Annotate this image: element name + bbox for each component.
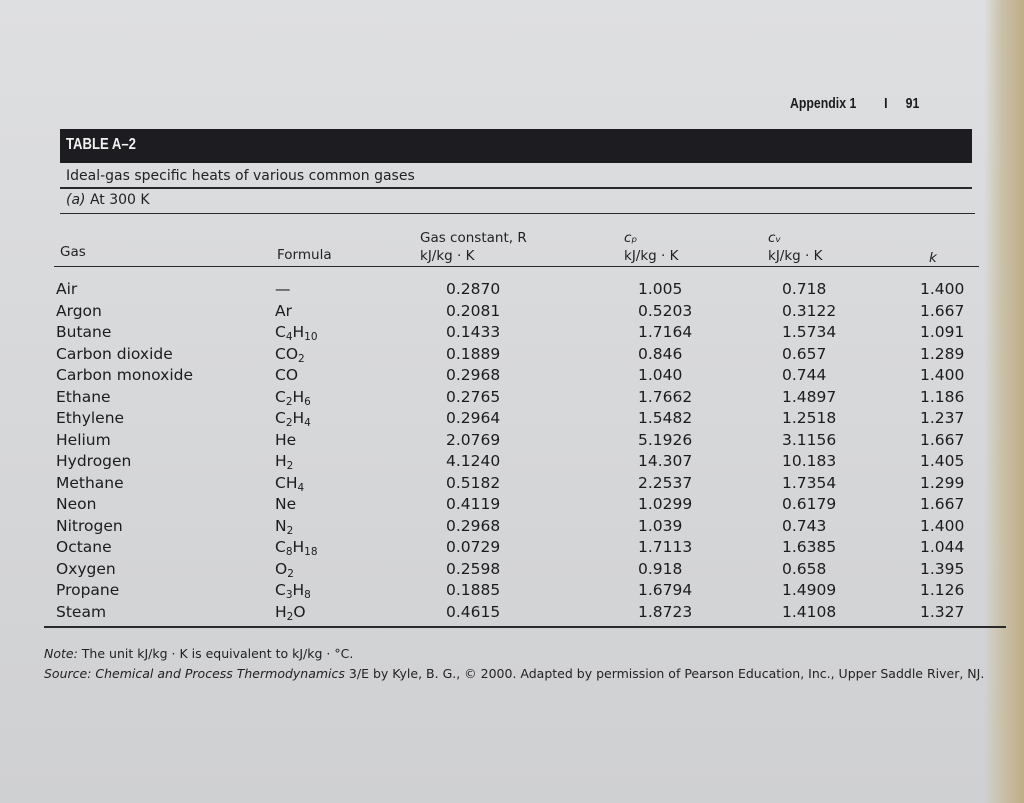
gas-constant-r: 0.1433 [446, 323, 501, 341]
gas-name: Oxygen [56, 559, 116, 578]
cv-value: 0.3122 [782, 301, 837, 320]
cv-value: 1.6385 [782, 538, 837, 556]
k-value: 1.091 [920, 323, 965, 341]
note-label: Note: [44, 646, 78, 661]
gas-name: Argon [56, 301, 102, 320]
table-row [0, 603, 1024, 624]
source-label: Source: [44, 666, 92, 681]
cp-value: 1.7662 [638, 387, 693, 406]
bottom-rule [44, 626, 1006, 628]
table-subcaption [66, 192, 150, 208]
gas-name: Carbon monoxide [56, 366, 194, 384]
gas-formula: $C_2H_6$ [275, 387, 311, 408]
cv-value: 0.657 [782, 344, 827, 363]
cp-value: 1.8723 [638, 602, 693, 621]
cv-value: 0.718 [782, 280, 827, 298]
gas-formula: Ne [275, 495, 297, 513]
cv-value: 1.4897 [782, 387, 837, 406]
col-gas-header: Gas [60, 244, 86, 260]
subcaption-part: (a) [66, 192, 86, 208]
k-value: 1.327 [920, 602, 965, 621]
cp-value: 0.918 [638, 559, 683, 578]
k-value: 1.400 [920, 280, 965, 298]
k-value: 1.237 [920, 409, 965, 427]
gas-formula: $H_2O$ [275, 602, 306, 623]
caption-rule [60, 187, 972, 189]
k-value: 1.667 [920, 495, 965, 513]
cp-value: 1.7164 [638, 323, 693, 341]
appendix-label: Appendix 1 [790, 95, 857, 112]
table-row [0, 388, 1024, 409]
table-source [44, 666, 984, 681]
cp-value: 1.040 [638, 366, 683, 384]
source-text: 3/E by Kyle, B. G., © 2000. Adapted by permission of Pearson Education, Inc., Upper Saddle River, NJ. [348, 666, 985, 681]
table-label: TABLE A–2 [66, 136, 136, 153]
note-text: The unit kJ/kg · K is equivalent to kJ/kg · °C. [81, 646, 354, 661]
table-row [0, 345, 1024, 366]
table-note [44, 646, 353, 661]
header-rule [54, 266, 979, 267]
gas-constant-r: 0.4615 [446, 602, 501, 621]
k-value: 1.299 [920, 473, 965, 492]
cv-value: 10.183 [782, 452, 837, 470]
table-row [0, 474, 1024, 495]
cp-value: 5.1926 [638, 430, 693, 449]
table-row [0, 581, 1024, 602]
gas-name: Neon [56, 495, 97, 513]
gas-name: Nitrogen [56, 516, 123, 535]
k-value: 1.289 [920, 344, 965, 363]
gas-formula: — [275, 280, 291, 298]
col-cv-symbol: cᵥ [768, 230, 782, 246]
col-cp-unit: kJ/kg · K [624, 248, 679, 264]
k-value: 1.667 [920, 301, 965, 320]
table-row [0, 323, 1024, 344]
gas-constant-r: 0.0729 [446, 538, 501, 556]
cv-value: 0.6179 [782, 495, 837, 513]
cv-value: 1.4108 [782, 602, 837, 621]
gas-name: Ethane [56, 387, 111, 406]
cp-value: 1.0299 [638, 495, 693, 513]
gas-name: Carbon dioxide [56, 344, 173, 363]
gas-formula: Ar [275, 301, 292, 320]
col-k-header: k [929, 250, 937, 266]
gas-constant-r: 2.0769 [446, 430, 501, 449]
subcaption-rule [60, 213, 975, 214]
page-number: 91 [905, 95, 920, 112]
k-value: 1.395 [920, 559, 965, 578]
page-header [790, 95, 919, 112]
gas-formula: $O_2$ [275, 559, 294, 580]
gas-name: Air [56, 280, 78, 298]
gas-constant-r: 4.1240 [446, 452, 501, 470]
gas-formula: $C_2H_4$ [275, 409, 311, 429]
gas-formula: $H_2$ [275, 452, 294, 472]
gas-name: Octane [56, 538, 112, 556]
cp-value: 1.5482 [638, 409, 693, 427]
gas-constant-r: 0.2870 [446, 280, 501, 298]
cp-value: 0.846 [638, 344, 683, 363]
cv-value: 1.5734 [782, 323, 837, 341]
gas-name: Helium [56, 430, 111, 449]
cp-value: 1.039 [638, 516, 683, 535]
col-cv-unit: kJ/kg · K [768, 248, 823, 264]
col-cv-header [768, 229, 822, 265]
table-row [0, 302, 1024, 323]
cv-value: 0.744 [782, 366, 827, 384]
table-row [0, 517, 1024, 538]
cv-value: 1.2518 [782, 409, 837, 427]
col-cp-header [624, 229, 678, 265]
col-formula-header: Formula [277, 247, 332, 263]
cp-value: 2.2537 [638, 473, 693, 492]
subcaption-text: At 300 K [89, 192, 150, 208]
col-r-header [420, 229, 527, 265]
cv-value: 3.1156 [782, 430, 837, 449]
table-label-bar [60, 129, 972, 163]
gas-constant-r: 0.1889 [446, 344, 501, 363]
gas-name: Propane [56, 581, 120, 599]
k-value: 1.044 [920, 538, 965, 556]
table-caption: Ideal-gas specific heats of various common gases [66, 168, 415, 184]
k-value: 1.186 [920, 387, 965, 406]
gas-name: Butane [56, 323, 112, 341]
gas-constant-r: 0.2765 [446, 387, 501, 406]
col-cp-symbol: cₚ [624, 230, 638, 246]
cp-value: 1.005 [638, 280, 683, 298]
table-row [0, 538, 1024, 559]
gas-formula: $C_4H_{10}$ [275, 323, 318, 343]
gas-formula: $N_2$ [275, 516, 294, 537]
table-row [0, 452, 1024, 473]
gas-name: Steam [56, 602, 107, 621]
gas-name: Hydrogen [56, 452, 132, 470]
table-row [0, 409, 1024, 430]
k-value: 1.667 [920, 430, 965, 449]
k-value: 1.400 [920, 366, 965, 384]
header-separator: I [884, 95, 888, 112]
gas-formula: $CO_2$ [275, 344, 305, 365]
gas-formula: $CH_4$ [275, 473, 305, 494]
gas-formula: $C_3H_8$ [275, 581, 311, 601]
cv-value: 0.658 [782, 559, 827, 578]
k-value: 1.405 [920, 452, 965, 470]
cp-value: 0.5203 [638, 301, 693, 320]
cv-value: 1.7354 [782, 473, 837, 492]
table-row [0, 495, 1024, 516]
gas-constant-r: 0.2964 [446, 409, 501, 427]
source-title: Chemical and Process Thermodynamics [95, 666, 345, 681]
cv-value: 1.4909 [782, 581, 837, 599]
col-r-label: Gas constant, R [420, 230, 527, 246]
k-value: 1.126 [920, 581, 965, 599]
table-row [0, 366, 1024, 387]
table-row [0, 560, 1024, 581]
gas-formula: CO [275, 366, 299, 384]
gas-formula: $C_8H_{18}$ [275, 538, 318, 558]
gas-constant-r: 0.5182 [446, 473, 501, 492]
gas-constant-r: 0.4119 [446, 495, 501, 513]
gas-constant-r: 0.1885 [446, 581, 501, 599]
k-value: 1.400 [920, 516, 965, 535]
table-row [0, 280, 1024, 301]
cp-value: 14.307 [638, 452, 693, 470]
gas-name: Ethylene [56, 409, 125, 427]
cv-value: 0.743 [782, 516, 827, 535]
cp-value: 1.7113 [638, 538, 693, 556]
gas-constant-r: 0.2598 [446, 559, 501, 578]
gas-constant-r: 0.2968 [446, 366, 501, 384]
gas-name: Methane [56, 473, 124, 492]
gas-constant-r: 0.2968 [446, 516, 501, 535]
gas-constant-r: 0.2081 [446, 301, 501, 320]
col-r-unit: kJ/kg · K [420, 248, 475, 264]
gas-formula: He [275, 430, 297, 449]
cp-value: 1.6794 [638, 581, 693, 599]
table-row [0, 431, 1024, 452]
